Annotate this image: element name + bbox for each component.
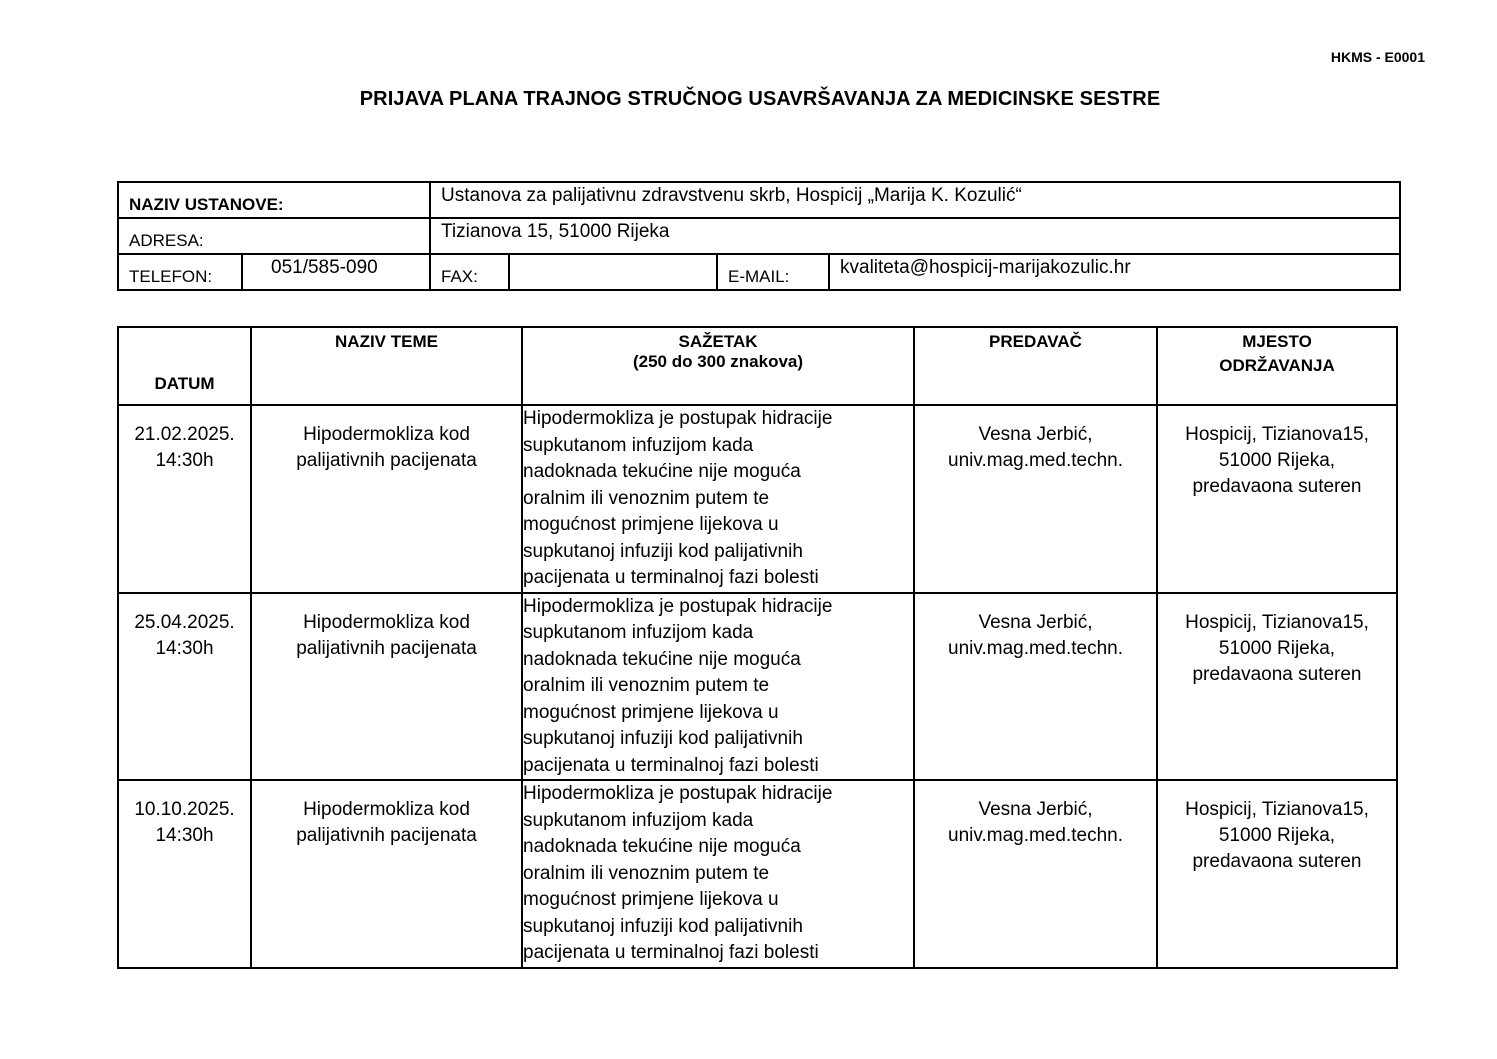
place-line: 51000 Rijeka, (1218, 450, 1336, 471)
summary-line: Hipodermokliza je postupak hidracije (523, 408, 833, 429)
date-cell (118, 780, 251, 968)
summary-line: supkutanom infuzijom kada (523, 622, 754, 643)
header-place-line2: ODRŽAVANJA (1219, 356, 1335, 375)
summary-line: supkutanom infuzijom kada (523, 809, 754, 831)
place-cell (1157, 780, 1397, 968)
summary-line: oralnim ili venoznim putem te (523, 487, 770, 509)
form-code: HKMS - E0001 (1330, 49, 1425, 65)
summary-cell (522, 780, 914, 968)
place-line: 51000 Rijeka, (1218, 825, 1336, 846)
address-label: ADRESA: (118, 218, 430, 254)
email-label: E-MAIL: (717, 254, 829, 290)
lecturer-name: Vesna Jerbić, (978, 799, 1093, 820)
email-value: kvaliteta@hospicij-marijakozulic.hr (829, 254, 1400, 290)
lecturer-title: univ.mag.med.techn. (948, 450, 1123, 471)
lecturer-cell (914, 593, 1157, 781)
summary-line: pacijenata u terminalnoj fazi bolesti (523, 754, 819, 776)
date-text: 21.02.2025. (134, 424, 235, 445)
topic-line: Hipodermokliza kod (303, 611, 470, 633)
date-cell (118, 593, 251, 781)
institution-name-label: NAZIV USTANOVE: (118, 182, 430, 218)
topic-line: palijativnih pacijenata (296, 637, 477, 659)
time-text: 14:30h (155, 450, 214, 471)
table-row (118, 780, 1397, 968)
place-line: predavaona suteren (1192, 476, 1362, 497)
institution-name-value: Ustanova za palijativnu zdravstvenu skrb, Hospicij „Marija K. Kozulić“ (430, 182, 1400, 218)
topic-line: palijativnih pacijenata (296, 450, 477, 471)
address-row (118, 218, 1400, 254)
place-cell (1157, 405, 1397, 593)
table-row (118, 593, 1397, 781)
summary-line: oralnim ili venoznim putem te (523, 675, 770, 696)
topic-line: palijativnih pacijenata (296, 825, 477, 846)
lecturer-cell (914, 405, 1157, 593)
summary-line: supkutanoj infuziji kod palijativnih (523, 728, 803, 749)
date-text: 10.10.2025. (134, 799, 235, 820)
header-summary (522, 327, 914, 405)
header-lecturer: PREDAVAČ (914, 327, 1157, 405)
lecturer-cell (914, 780, 1157, 968)
header-summary-title: SAŽETAK (678, 332, 758, 351)
header-date: DATUM (118, 327, 251, 405)
summary-line: pacijenata u terminalnoj fazi bolesti (523, 567, 819, 588)
lecturer-title: univ.mag.med.techn. (948, 637, 1123, 659)
topic-line: Hipodermokliza kod (303, 799, 470, 820)
summary-line: mogućnost primjene lijekova u (523, 701, 779, 723)
time-text: 14:30h (155, 825, 214, 846)
place-line: predavaona suteren (1192, 663, 1362, 685)
topic-cell (251, 593, 522, 781)
time-text: 14:30h (155, 637, 214, 659)
summary-line: Hipodermokliza je postupak hidracije (523, 783, 833, 804)
summary-line: nadoknada tekućine nije moguća (523, 836, 801, 857)
place-cell (1157, 593, 1397, 781)
page-title: PRIJAVA PLANA TRAJNOG STRUČNOG USAVRŠAVANJA ZA MEDICINSKE SESTRE (359, 88, 1161, 110)
summary-line: nadoknada tekućine nije moguća (523, 461, 801, 482)
table-row (118, 405, 1397, 593)
institution-row (118, 182, 1400, 218)
header-place-line1: MJESTO (1242, 332, 1312, 351)
lecturer-title: univ.mag.med.techn. (948, 825, 1123, 846)
header-summary-note: (250 do 300 znakova) (632, 352, 804, 371)
summary-line: oralnim ili venoznim putem te (523, 862, 770, 884)
contact-row (118, 254, 1400, 290)
summary-line: supkutanom infuzijom kada (523, 434, 754, 456)
summary-line: mogućnost primjene lijekova u (523, 514, 779, 535)
place-line: predavaona suteren (1192, 851, 1362, 872)
institution-info-table (117, 181, 1401, 291)
summary-cell (522, 593, 914, 781)
summary-line: mogućnost primjene lijekova u (523, 889, 779, 910)
address-value: Tizianova 15, 51000 Rijeka (430, 218, 1400, 254)
training-plan-table (117, 326, 1398, 969)
header-topic: NAZIV TEME (251, 327, 522, 405)
summary-line: supkutanoj infuziji kod palijativnih (523, 915, 803, 937)
topic-line: Hipodermokliza kod (303, 424, 470, 445)
topic-cell (251, 780, 522, 968)
phone-value: 051/585-090 (242, 254, 430, 290)
summary-line: supkutanoj infuziji kod palijativnih (523, 540, 803, 562)
summary-cell (522, 405, 914, 593)
lecturer-name: Vesna Jerbić, (978, 611, 1093, 633)
topic-cell (251, 405, 522, 593)
place-line: Hospicij, Tizianova15, (1185, 611, 1369, 633)
place-line: Hospicij, Tizianova15, (1185, 799, 1369, 820)
fax-value (509, 254, 717, 290)
summary-line: nadoknada tekućine nije moguća (523, 648, 801, 670)
place-line: 51000 Rijeka, (1218, 637, 1336, 659)
table-header-row (118, 327, 1397, 405)
summary-line: Hipodermokliza je postupak hidracije (523, 595, 833, 617)
fax-label: FAX: (430, 254, 509, 290)
header-place (1157, 327, 1397, 405)
phone-label: TELEFON: (118, 254, 242, 290)
lecturer-name: Vesna Jerbić, (978, 424, 1093, 445)
place-line: Hospicij, Tizianova15, (1185, 424, 1369, 445)
date-text: 25.04.2025. (134, 611, 235, 633)
summary-line: pacijenata u terminalnoj fazi bolesti (523, 942, 819, 963)
date-cell (118, 405, 251, 593)
